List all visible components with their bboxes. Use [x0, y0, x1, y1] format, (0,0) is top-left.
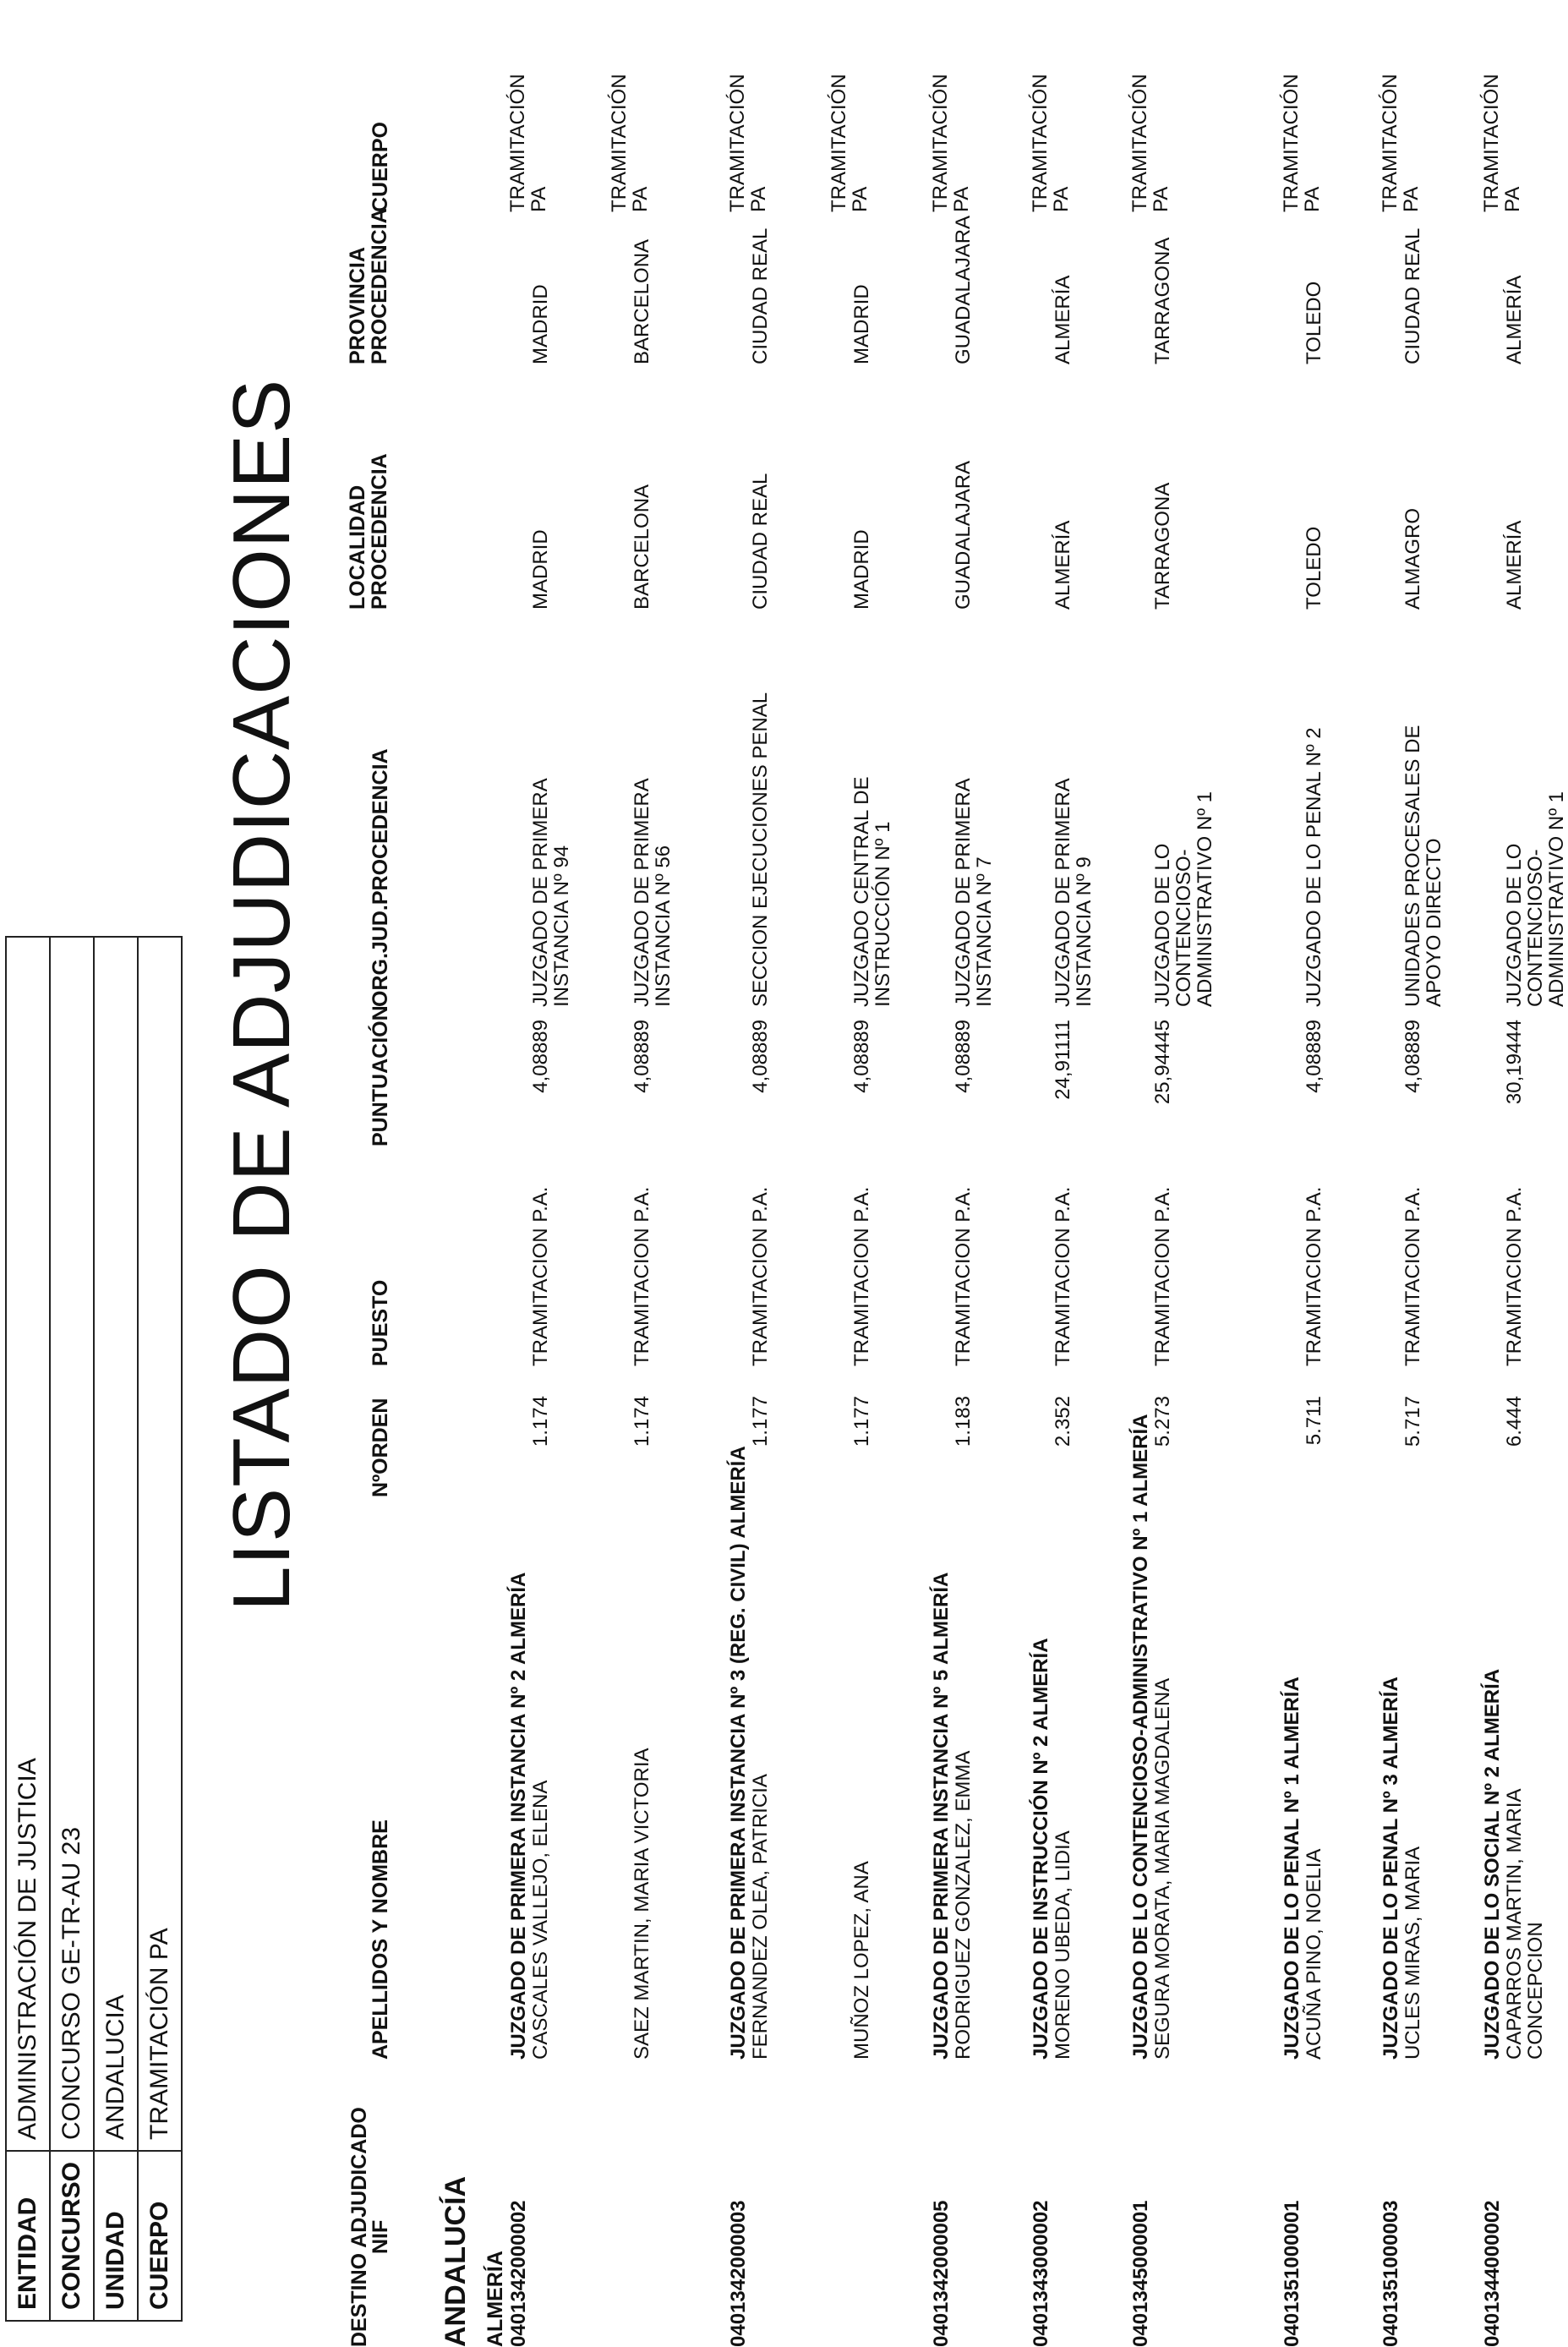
puesto — [851, 1146, 872, 1366]
puesto — [530, 1146, 551, 1366]
provincia-procedencia — [1052, 212, 1074, 364]
numero-orden — [631, 1396, 653, 1502]
col-header-org: ORG.JUD.PROCEDENCIA — [369, 748, 392, 1007]
organo-procedencia-line: INSTRUCCIÓN Nº 1 — [871, 821, 894, 1007]
puesto-line: TRAMITACION P.A. — [1401, 1186, 1424, 1366]
localidad-procedencia — [750, 364, 771, 610]
puesto — [631, 1146, 653, 1366]
localidad-procedencia — [1152, 364, 1173, 610]
header-value: CONCURSO GE-TR-AU 23 — [50, 937, 94, 2151]
header-value: ANDALUCIA — [94, 937, 138, 2151]
localidad-procedencia — [1402, 364, 1423, 610]
puesto-line: TRAMITACION P.A. — [952, 1186, 975, 1366]
header-label: CONCURSO — [50, 2151, 94, 2321]
organo-procedencia-line: CONTENCIOSO- — [1172, 849, 1195, 1007]
puesto — [1052, 1146, 1074, 1366]
organo-procedencia-line: INSTANCIA Nº 94 — [550, 845, 573, 1007]
apellidos-nombre-line: MORENO UBEDA, LIDIA — [1052, 1830, 1074, 2060]
numero-orden-line: 5.717 — [1401, 1396, 1424, 1447]
numero-orden — [851, 1396, 872, 1502]
localidad-procedencia-line: TARRAGONA — [1151, 482, 1174, 610]
localidad-procedencia-line: TOLEDO — [1303, 526, 1325, 610]
cuerpo-line: TRAMITACIÓN — [929, 74, 952, 212]
destino-nif: 0401342000003 — [727, 2200, 750, 2347]
col-header-provincia-line: PROVINCIA — [346, 247, 369, 364]
col-header-localidad-line: PROCEDENCIA — [368, 453, 391, 610]
organo-procedencia-line: JUZGADO DE LO — [1503, 843, 1526, 1007]
apellidos-nombre-line: CAPARROS MARTIN, MARIA — [1503, 1788, 1526, 2060]
provincia-procedencia-line: TARRAGONA — [1151, 237, 1174, 364]
numero-orden-line: 1.174 — [529, 1396, 552, 1447]
provincia-procedencia — [1303, 212, 1325, 364]
cuerpo-line: PA — [527, 186, 550, 212]
header-row-entidad — [6, 937, 50, 2321]
col-header-nif: NIF — [369, 2219, 392, 2254]
cuerpo — [727, 43, 769, 212]
puntuacion-line: 4,08889 — [631, 1020, 653, 1093]
page-title: LISTADO DE ADJUDICACIONES — [216, 378, 307, 1611]
header-label: ENTIDAD — [6, 2151, 50, 2321]
numero-orden — [1152, 1396, 1173, 1502]
organo-procedencia-line: ADMINISTRATIVO Nº 1 — [1545, 791, 1568, 1007]
puesto-line: TRAMITACION P.A. — [631, 1186, 653, 1366]
cuerpo-line: PA — [1501, 186, 1524, 212]
col-header-destino: DESTINO ADJUDICADO — [347, 2107, 371, 2347]
puesto — [1504, 1146, 1525, 1366]
destino-organo: JUZGADO DE LO PENAL Nº 3 ALMERÍA — [1380, 1677, 1402, 2060]
localidad-procedencia-line: CIUDAD REAL — [749, 473, 772, 610]
localidad-procedencia — [631, 364, 653, 610]
cuerpo-line: TRAMITACIÓN — [1280, 74, 1303, 212]
numero-orden-line: 6.444 — [1503, 1396, 1526, 1447]
numero-orden — [530, 1396, 551, 1502]
apellidos-nombre — [530, 1535, 551, 2060]
puntuacion-line: 24,91111 — [1052, 1020, 1074, 1100]
localidad-procedencia-line: BARCELONA — [631, 484, 653, 610]
cuerpo — [1380, 43, 1422, 212]
organo-procedencia — [750, 610, 771, 1007]
provincia-procedencia-line: TOLEDO — [1303, 281, 1325, 364]
puntuacion — [1052, 1020, 1074, 1138]
numero-orden — [1052, 1396, 1074, 1502]
provincia-procedencia-line: CIUDAD REAL — [749, 227, 772, 364]
destino-organo: JUZGADO DE INSTRUCCIÓN Nº 2 ALMERÍA — [1030, 1638, 1052, 2060]
provincia-procedencia-line: CIUDAD REAL — [1401, 227, 1424, 364]
apellidos-nombre-line: SEGURA MORATA, MARIA MAGDALENA — [1151, 1677, 1174, 2060]
organo-procedencia — [1303, 610, 1325, 1007]
localidad-procedencia — [953, 364, 974, 610]
numero-orden-line: 1.177 — [850, 1396, 873, 1447]
numero-orden — [1402, 1396, 1423, 1502]
destino-nif: 0401351000003 — [1380, 2200, 1402, 2347]
provincia-procedencia-line: BARCELONA — [631, 238, 653, 364]
destino-organo: JUZGADO DE PRIMERA INSTANCIA Nº 5 ALMERÍA — [930, 1572, 953, 2060]
puntuacion — [851, 1020, 872, 1138]
provincia-procedencia — [953, 212, 974, 364]
cuerpo-line: TRAMITACIÓN — [726, 74, 749, 212]
header-value: ADMINISTRACIÓN DE JUSTICIA — [6, 937, 50, 2151]
numero-orden — [750, 1396, 771, 1502]
puntuacion-line: 4,08889 — [850, 1020, 873, 1093]
localidad-procedencia — [1052, 364, 1074, 610]
numero-orden — [953, 1396, 974, 1502]
provincia-procedencia — [530, 212, 551, 364]
organo-procedencia-line: JUZGADO DE PRIMERA — [952, 778, 975, 1007]
apellidos-nombre — [1303, 1535, 1325, 2060]
organo-procedencia-line: JUZGADO CENTRAL DE — [850, 776, 873, 1007]
puesto-line: TRAMITACION P.A. — [1303, 1186, 1325, 1366]
header-row-cuerpo — [138, 937, 182, 2321]
cuerpo-line: TRAMITACIÓN — [1379, 74, 1401, 212]
numero-orden-line: 1.177 — [749, 1396, 772, 1447]
organo-procedencia — [851, 610, 893, 1007]
puesto-line: TRAMITACION P.A. — [749, 1186, 772, 1366]
apellidos-nombre-line: UCLES MIRAS, MARIA — [1401, 1846, 1424, 2060]
organo-procedencia — [1152, 610, 1216, 1007]
puesto — [1303, 1146, 1325, 1366]
provincia-procedencia — [1402, 212, 1423, 364]
col-header-localidad-line: LOCALIDAD — [346, 484, 369, 610]
provincia-procedencia-line: MADRID — [529, 284, 552, 364]
cuerpo-line: PA — [629, 186, 652, 212]
province-title: ALMERÍA — [484, 2251, 507, 2347]
cuerpo — [1030, 43, 1072, 212]
provincia-procedencia — [1504, 212, 1525, 364]
col-header-provincia — [347, 208, 391, 364]
organo-procedencia-line: INSTANCIA Nº 7 — [973, 856, 996, 1007]
cuerpo-line: PA — [1301, 186, 1324, 212]
organo-procedencia-line: JUZGADO DE PRIMERA — [529, 778, 552, 1007]
col-header-apellidos: APELLIDOS Y NOMBRE — [369, 1819, 392, 2060]
apellidos-nombre-line: SAEZ MARTIN, MARIA VICTORIA — [631, 1748, 653, 2060]
provincia-procedencia — [851, 212, 872, 364]
puntuacion — [1152, 1020, 1173, 1138]
destino-organo: JUZGADO DE LO SOCIAL Nº 2 ALMERÍA — [1481, 1668, 1504, 2060]
col-header-cuerpo: CUERPO — [369, 122, 392, 212]
numero-orden-line: 1.174 — [631, 1396, 653, 1447]
organo-procedencia — [530, 610, 572, 1007]
cuerpo — [828, 43, 871, 212]
destino-organo: JUZGADO DE PRIMERA INSTANCIA Nº 3 (REG. CIVIL) ALMERÍA — [727, 1446, 750, 2060]
localidad-procedencia-line: GUADALAJARA — [952, 460, 975, 610]
col-header-puesto: PUESTO — [369, 1279, 392, 1366]
numero-orden — [1504, 1396, 1525, 1502]
header-label: CUERPO — [138, 2151, 182, 2321]
destino-organo: JUZGADO DE PRIMERA INSTANCIA Nº 2 ALMERÍA — [507, 1572, 530, 2060]
apellidos-nombre — [1152, 1535, 1173, 2060]
header-row-unidad — [94, 937, 138, 2321]
destino-nif: 0401343000002 — [1030, 2200, 1052, 2347]
organo-procedencia-line: INSTANCIA Nº 56 — [652, 845, 675, 1007]
localidad-procedencia-line: ALMERÍA — [1052, 520, 1074, 610]
destino-nif: 0401345000001 — [1129, 2200, 1152, 2347]
apellidos-nombre — [1504, 1535, 1546, 2060]
organo-procedencia — [1504, 610, 1567, 1007]
puesto-line: TRAMITACION P.A. — [529, 1186, 552, 1366]
cuerpo — [609, 43, 651, 212]
puntuacion-line: 4,08889 — [529, 1020, 552, 1093]
organo-procedencia-line: JUZGADO DE LO PENAL Nº 2 — [1303, 727, 1325, 1007]
header-row-concurso — [50, 937, 94, 2321]
numero-orden — [1303, 1396, 1325, 1502]
cuerpo-line: TRAMITACIÓN — [608, 74, 631, 212]
provincia-procedencia — [631, 212, 653, 364]
destino-organo: JUZGADO DE LO PENAL Nº 1 ALMERÍA — [1281, 1677, 1303, 2060]
apellidos-nombre — [631, 1535, 653, 2060]
destino-nif: 0401342000005 — [930, 2200, 953, 2347]
cuerpo-line: TRAMITACIÓN — [1480, 74, 1503, 212]
organo-procedencia — [631, 610, 674, 1007]
numero-orden-line: 5.711 — [1303, 1396, 1325, 1446]
cuerpo-line: PA — [747, 186, 770, 212]
col-header-orden: NºORDEN — [369, 1398, 392, 1497]
localidad-procedencia — [530, 364, 551, 610]
cuerpo-line: PA — [950, 186, 973, 212]
numero-orden-line: 5.273 — [1151, 1396, 1174, 1447]
cuerpo-line: TRAMITACIÓN — [828, 74, 850, 212]
puntuacion — [1402, 1020, 1423, 1138]
puesto — [1402, 1146, 1423, 1366]
puesto-line: TRAMITACION P.A. — [1503, 1186, 1526, 1366]
puesto — [1152, 1146, 1173, 1366]
cuerpo-line: TRAMITACIÓN — [1029, 74, 1052, 212]
numero-orden-line: 1.183 — [952, 1396, 975, 1447]
organo-procedencia-line: INSTANCIA Nº 9 — [1073, 856, 1095, 1007]
puntuacion — [1504, 1020, 1525, 1138]
apellidos-nombre-line: RODRIGUEZ GONZALEZ, EMMA — [952, 1750, 975, 2060]
localidad-procedencia-line: MADRID — [529, 529, 552, 610]
localidad-procedencia — [1303, 364, 1325, 610]
provincia-procedencia — [750, 212, 771, 364]
organo-procedencia — [1052, 610, 1095, 1007]
organo-procedencia — [1402, 610, 1445, 1007]
apellidos-nombre — [1402, 1535, 1423, 2060]
header-value: TRAMITACIÓN PA — [138, 937, 182, 2151]
destino-nif: 0401351000001 — [1281, 2200, 1303, 2347]
apellidos-nombre-line: ACUÑA PINO, NOELIA — [1303, 1848, 1325, 2060]
puesto-line: TRAMITACION P.A. — [850, 1186, 873, 1366]
cuerpo-line: PA — [1050, 186, 1073, 212]
puntuacion — [750, 1020, 771, 1138]
organo-procedencia-line: JUZGADO DE PRIMERA — [631, 778, 653, 1007]
cuerpo — [1129, 43, 1172, 212]
col-header-provincia-line: PROCEDENCIA — [368, 208, 391, 364]
cuerpo-line: TRAMITACIÓN — [1128, 74, 1151, 212]
apellidos-nombre-line: MUÑOZ LOPEZ, ANA — [850, 1861, 873, 2060]
apellidos-nombre-line: CONCEPCION — [1524, 1922, 1547, 2060]
puesto-line: TRAMITACION P.A. — [1151, 1186, 1174, 1366]
region-title: ANDALUCÍA — [440, 2175, 472, 2347]
puntuacion — [631, 1020, 653, 1138]
puntuacion-line: 4,08889 — [749, 1020, 772, 1093]
provincia-procedencia-line: MADRID — [850, 284, 873, 364]
puntuacion — [953, 1020, 974, 1138]
puntuacion-line: 30,19444 — [1503, 1020, 1526, 1105]
puntuacion — [530, 1020, 551, 1138]
organo-procedencia-line: JUZGADO DE LO — [1151, 843, 1174, 1007]
puntuacion — [1303, 1020, 1325, 1138]
destino-nif: 0401344000002 — [1481, 2200, 1504, 2347]
provincia-procedencia-line: ALMERÍA — [1503, 275, 1526, 364]
organo-procedencia-line: UNIDADES PROCESALES DE — [1401, 725, 1424, 1007]
destino-organo: JUZGADO DE LO CONTENCIOSO-ADMINISTRATIVO Nº 1 ALMERÍA — [1129, 1414, 1152, 2060]
provincia-procedencia-line: GUADALAJARA — [952, 215, 975, 364]
cuerpo — [1281, 43, 1323, 212]
puntuacion-line: 4,08889 — [952, 1020, 975, 1093]
puntuacion-line: 4,08889 — [1303, 1020, 1325, 1093]
cuerpo — [930, 43, 972, 212]
localidad-procedencia-line: ALMAGRO — [1401, 507, 1424, 610]
cuerpo — [1481, 43, 1523, 212]
col-header-localidad — [347, 453, 391, 610]
puntuacion-line: 4,08889 — [1401, 1020, 1424, 1093]
cuerpo — [507, 43, 549, 212]
apellidos-nombre — [750, 1535, 771, 2060]
apellidos-nombre — [1052, 1535, 1074, 2060]
cuerpo-line: PA — [1400, 186, 1423, 212]
header-label: UNIDAD — [94, 2151, 138, 2321]
provincia-procedencia-line: ALMERÍA — [1052, 275, 1074, 364]
organo-procedencia-line: SECCION EJECUCIONES PENAL — [749, 692, 772, 1007]
apellidos-nombre — [851, 1535, 872, 2060]
apellidos-nombre-line: FERNANDEZ OLEA, PATRICIA — [749, 1774, 772, 2060]
localidad-procedencia — [851, 364, 872, 610]
puesto — [750, 1146, 771, 1366]
localidad-procedencia-line: MADRID — [850, 529, 873, 610]
provincia-procedencia — [1152, 212, 1173, 364]
puntuacion-line: 25,94445 — [1151, 1020, 1174, 1105]
cuerpo-line: PA — [1150, 186, 1172, 212]
col-header-puntuacion: PUNTUACIÓN — [369, 1005, 392, 1146]
numero-orden-line: 2.352 — [1052, 1396, 1074, 1447]
localidad-procedencia — [1504, 364, 1525, 610]
organo-procedencia-line: APOYO DIRECTO — [1423, 838, 1445, 1007]
cuerpo-line: TRAMITACIÓN — [506, 74, 529, 212]
organo-procedencia-line: JUZGADO DE PRIMERA — [1052, 778, 1074, 1007]
apellidos-nombre-line: CASCALES VALLEJO, ELENA — [529, 1780, 552, 2060]
destino-nif: 0401342000002 — [507, 2200, 530, 2347]
localidad-procedencia-line: ALMERÍA — [1503, 520, 1526, 610]
puesto — [953, 1146, 974, 1366]
organo-procedencia-line: CONTENCIOSO- — [1524, 849, 1547, 1007]
apellidos-nombre — [953, 1535, 974, 2060]
puesto-line: TRAMITACION P.A. — [1052, 1186, 1074, 1366]
organo-procedencia — [953, 610, 995, 1007]
cuerpo-line: PA — [849, 186, 871, 212]
organo-procedencia-line: ADMINISTRATIVO Nº 1 — [1194, 791, 1216, 1007]
header-table — [5, 936, 183, 2322]
